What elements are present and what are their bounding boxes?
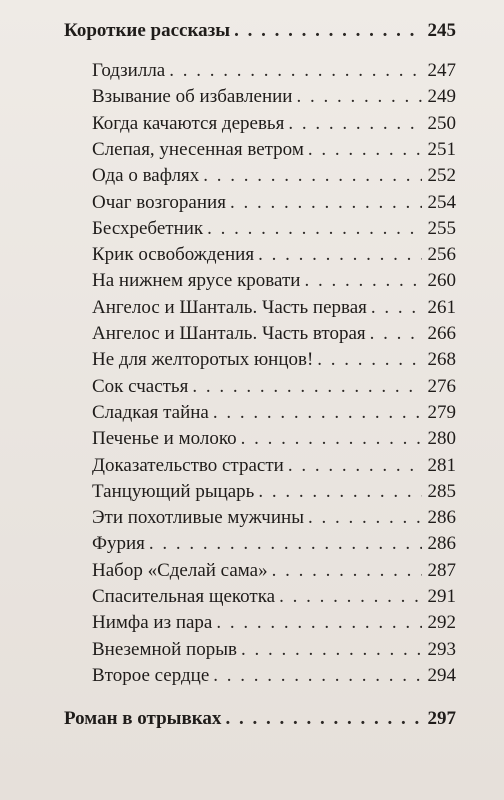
dot-leader xyxy=(207,218,421,240)
entry-page-number: 255 xyxy=(427,217,456,239)
dot-leader xyxy=(149,533,422,555)
entry-title: Ангелос и Шанталь. Часть вторая xyxy=(92,323,366,344)
entry-page-number: 291 xyxy=(427,586,456,607)
entry-title: Ангелос и Шанталь. Часть первая xyxy=(92,296,367,318)
entry-title: Спасительная щекотка xyxy=(92,586,276,607)
toc-entry xyxy=(92,86,456,108)
entry-title: Внеземной порыв xyxy=(92,638,237,660)
toc-section-short-stories xyxy=(64,20,456,42)
entry-title: Печенье и молоко xyxy=(92,428,237,450)
toc-entry xyxy=(92,455,456,477)
entry-title: Крик освобождения xyxy=(92,244,255,266)
dot-leader xyxy=(213,665,421,687)
entry-page-number: 281 xyxy=(427,454,456,476)
entry-page-number: 254 xyxy=(427,191,456,213)
toc-entry xyxy=(92,297,456,319)
toc-entry xyxy=(92,639,456,661)
entry-title: Доказательство страсти xyxy=(92,454,284,476)
toc-entry xyxy=(92,533,456,555)
entry-title: Когда качаются деревья xyxy=(92,112,285,134)
entry-title: Сок счастья xyxy=(92,375,189,397)
toc-entry xyxy=(92,60,456,82)
entry-page-number: 250 xyxy=(427,112,456,134)
dot-leader xyxy=(304,270,421,292)
toc-entry xyxy=(92,165,456,187)
dot-leader xyxy=(241,428,422,450)
entry-title: Очаг возгорания xyxy=(92,191,226,213)
section-title: Роман в отрывках xyxy=(64,708,222,729)
toc-entry xyxy=(92,218,456,240)
entry-title: Взывание об избавлении xyxy=(92,86,293,108)
dot-leader xyxy=(213,402,422,424)
entry-page-number: 247 xyxy=(427,60,456,81)
dot-leader xyxy=(308,507,422,529)
dot-leader xyxy=(317,349,421,371)
dot-leader xyxy=(169,60,421,82)
entry-page-number: 293 xyxy=(427,638,456,660)
toc-entry xyxy=(92,192,456,214)
dot-leader xyxy=(241,639,422,661)
entry-title: На нижнем ярусе кровати xyxy=(92,270,301,292)
entry-page-number: 251 xyxy=(427,138,456,160)
entry-page-number: 249 xyxy=(427,86,456,108)
entry-page-number: 280 xyxy=(427,428,456,450)
entry-title: Нимфа из пара xyxy=(92,612,213,634)
entry-title: Ода о вафлях xyxy=(92,165,200,187)
dot-leader xyxy=(192,376,421,398)
entry-title: Набор «Сделай сама» xyxy=(92,559,268,581)
toc-entry xyxy=(92,481,456,503)
entry-page-number: 294 xyxy=(427,664,456,686)
entry-title: Слепая, унесенная ветром xyxy=(92,138,304,160)
dot-leader xyxy=(234,20,421,42)
toc-entry xyxy=(92,665,456,687)
toc-entry xyxy=(92,323,456,345)
dot-leader xyxy=(258,244,421,266)
entry-page-number: 279 xyxy=(427,401,456,423)
entry-page-number: 252 xyxy=(427,165,456,187)
toc-entry xyxy=(92,402,456,424)
entry-page-number: 261 xyxy=(427,296,456,318)
entry-title: Сладкая тайна xyxy=(92,401,209,423)
section-title: Короткие рассказы xyxy=(64,20,231,41)
toc-entry xyxy=(92,586,456,608)
entry-title: Годзилла xyxy=(92,60,166,81)
dot-leader xyxy=(308,139,422,161)
entry-page-number: 285 xyxy=(427,480,456,502)
entry-page-number: 292 xyxy=(427,612,456,634)
entry-title: Не для желторотых юнцов! xyxy=(92,349,314,371)
toc-entry xyxy=(92,349,456,371)
dot-leader xyxy=(230,192,422,214)
dot-leader xyxy=(296,86,421,108)
entry-page-number: 287 xyxy=(427,559,456,581)
dot-leader xyxy=(370,323,422,345)
entry-page-number: 276 xyxy=(427,375,456,397)
entry-page-number: 256 xyxy=(427,244,456,266)
toc-entry xyxy=(92,113,456,135)
entry-title: Второе сердце xyxy=(92,664,210,686)
section-page-number: 245 xyxy=(427,20,456,41)
dot-leader xyxy=(272,560,422,582)
toc-entry xyxy=(92,244,456,266)
entry-page-number: 286 xyxy=(427,533,456,555)
entry-page-number: 266 xyxy=(427,323,456,344)
toc-entry xyxy=(92,428,456,450)
entry-page-number: 286 xyxy=(427,507,456,529)
dot-leader xyxy=(258,481,421,503)
dot-leader xyxy=(225,708,421,730)
entry-title: Эти похотливые мужчины xyxy=(92,507,304,529)
entry-title: Танцующий рыцарь xyxy=(92,480,255,502)
dot-leader xyxy=(288,455,422,477)
dot-leader xyxy=(216,612,421,634)
toc-entry xyxy=(92,376,456,398)
dot-leader xyxy=(288,113,421,135)
toc-entry xyxy=(92,139,456,161)
entry-title: Бесхребетник xyxy=(92,217,204,239)
toc-entry xyxy=(92,612,456,634)
entry-title: Фурия xyxy=(92,533,145,555)
toc-entry xyxy=(92,270,456,292)
section-page-number: 297 xyxy=(427,708,456,729)
dot-leader xyxy=(203,165,421,187)
entry-page-number: 268 xyxy=(427,349,456,371)
toc-entry xyxy=(92,507,456,529)
dot-leader xyxy=(279,586,421,608)
toc-section-novel-in-excerpts xyxy=(64,708,456,730)
dot-leader xyxy=(371,297,422,319)
entry-page-number: 260 xyxy=(427,270,456,292)
toc-entry xyxy=(92,560,456,582)
